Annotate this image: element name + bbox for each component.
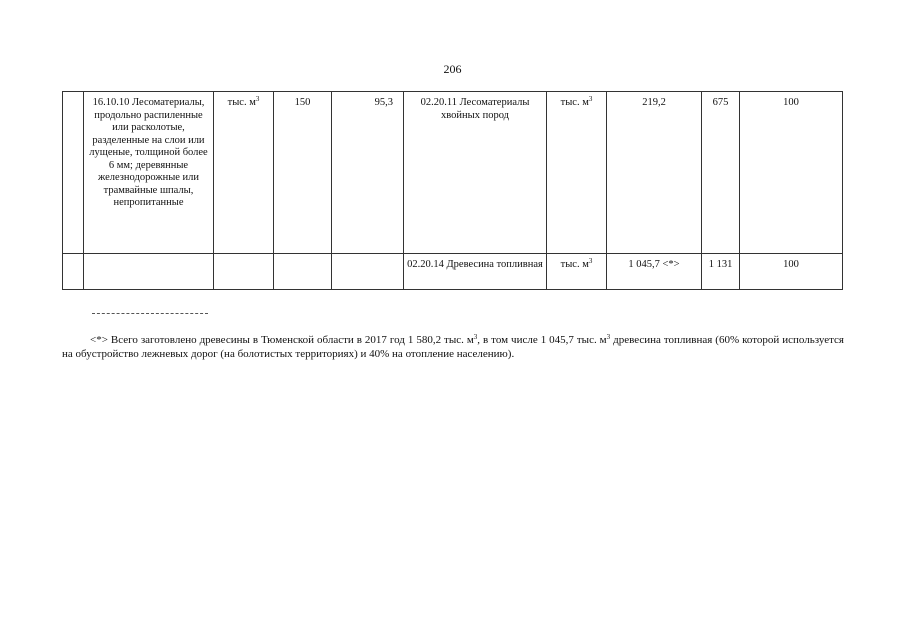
value-cell: 1 131 bbox=[702, 254, 740, 290]
value-cell: 675 bbox=[702, 92, 740, 254]
footnote-text: , в том числе 1 045,7 тыс. м bbox=[477, 334, 607, 346]
footnote-text: древесина топливная (60% которой используется на обустройство лежневых дорог (на болотистых территориях) и 40% на отопление населению). bbox=[62, 334, 844, 360]
unit-cell bbox=[214, 254, 274, 290]
footnote-separator bbox=[92, 313, 208, 314]
table-row bbox=[63, 254, 843, 290]
footnote bbox=[62, 333, 844, 361]
value-cell: 1 045,7 <*> bbox=[607, 254, 702, 290]
value-cell: 150 bbox=[274, 92, 332, 254]
data-table bbox=[62, 91, 843, 290]
product-cell: 02.20.11 Лесоматериалы хвойных пород bbox=[404, 92, 547, 254]
unit-cell: тыс. $м^3$ bbox=[547, 254, 607, 290]
page-number: 206 bbox=[443, 62, 462, 76]
value-cell: 219,2 bbox=[607, 92, 702, 254]
value-cell: 95,3 bbox=[332, 92, 404, 254]
footnote-text: <*> Всего заготовлено древесины в Тюменской области в 2017 год 1 580,2 тыс. м bbox=[90, 334, 474, 346]
code-name-cell bbox=[84, 254, 214, 290]
row-number-cell bbox=[63, 92, 84, 254]
unit-cell: тыс. $м^3$ bbox=[547, 92, 607, 254]
superscript: 3 bbox=[606, 333, 611, 341]
code-name-cell: 16.10.10 Лесоматериалы, продольно распиленные или расколотые, разделенные на слои или лущеные, толщиной более 6 мм; деревянные железнодорожные или трамвайные шпалы, непропитанные bbox=[84, 92, 214, 254]
value-cell: 100 bbox=[740, 92, 843, 254]
unit-cell: тыс. $м^3$ bbox=[214, 92, 274, 254]
table-row bbox=[63, 92, 843, 254]
superscript: 3 bbox=[473, 333, 478, 341]
row-number-cell bbox=[63, 254, 84, 290]
product-cell: 02.20.14 Древесина топливная bbox=[404, 254, 547, 290]
value-cell: 100 bbox=[740, 254, 843, 290]
value-cell bbox=[332, 254, 404, 290]
value-cell bbox=[274, 254, 332, 290]
